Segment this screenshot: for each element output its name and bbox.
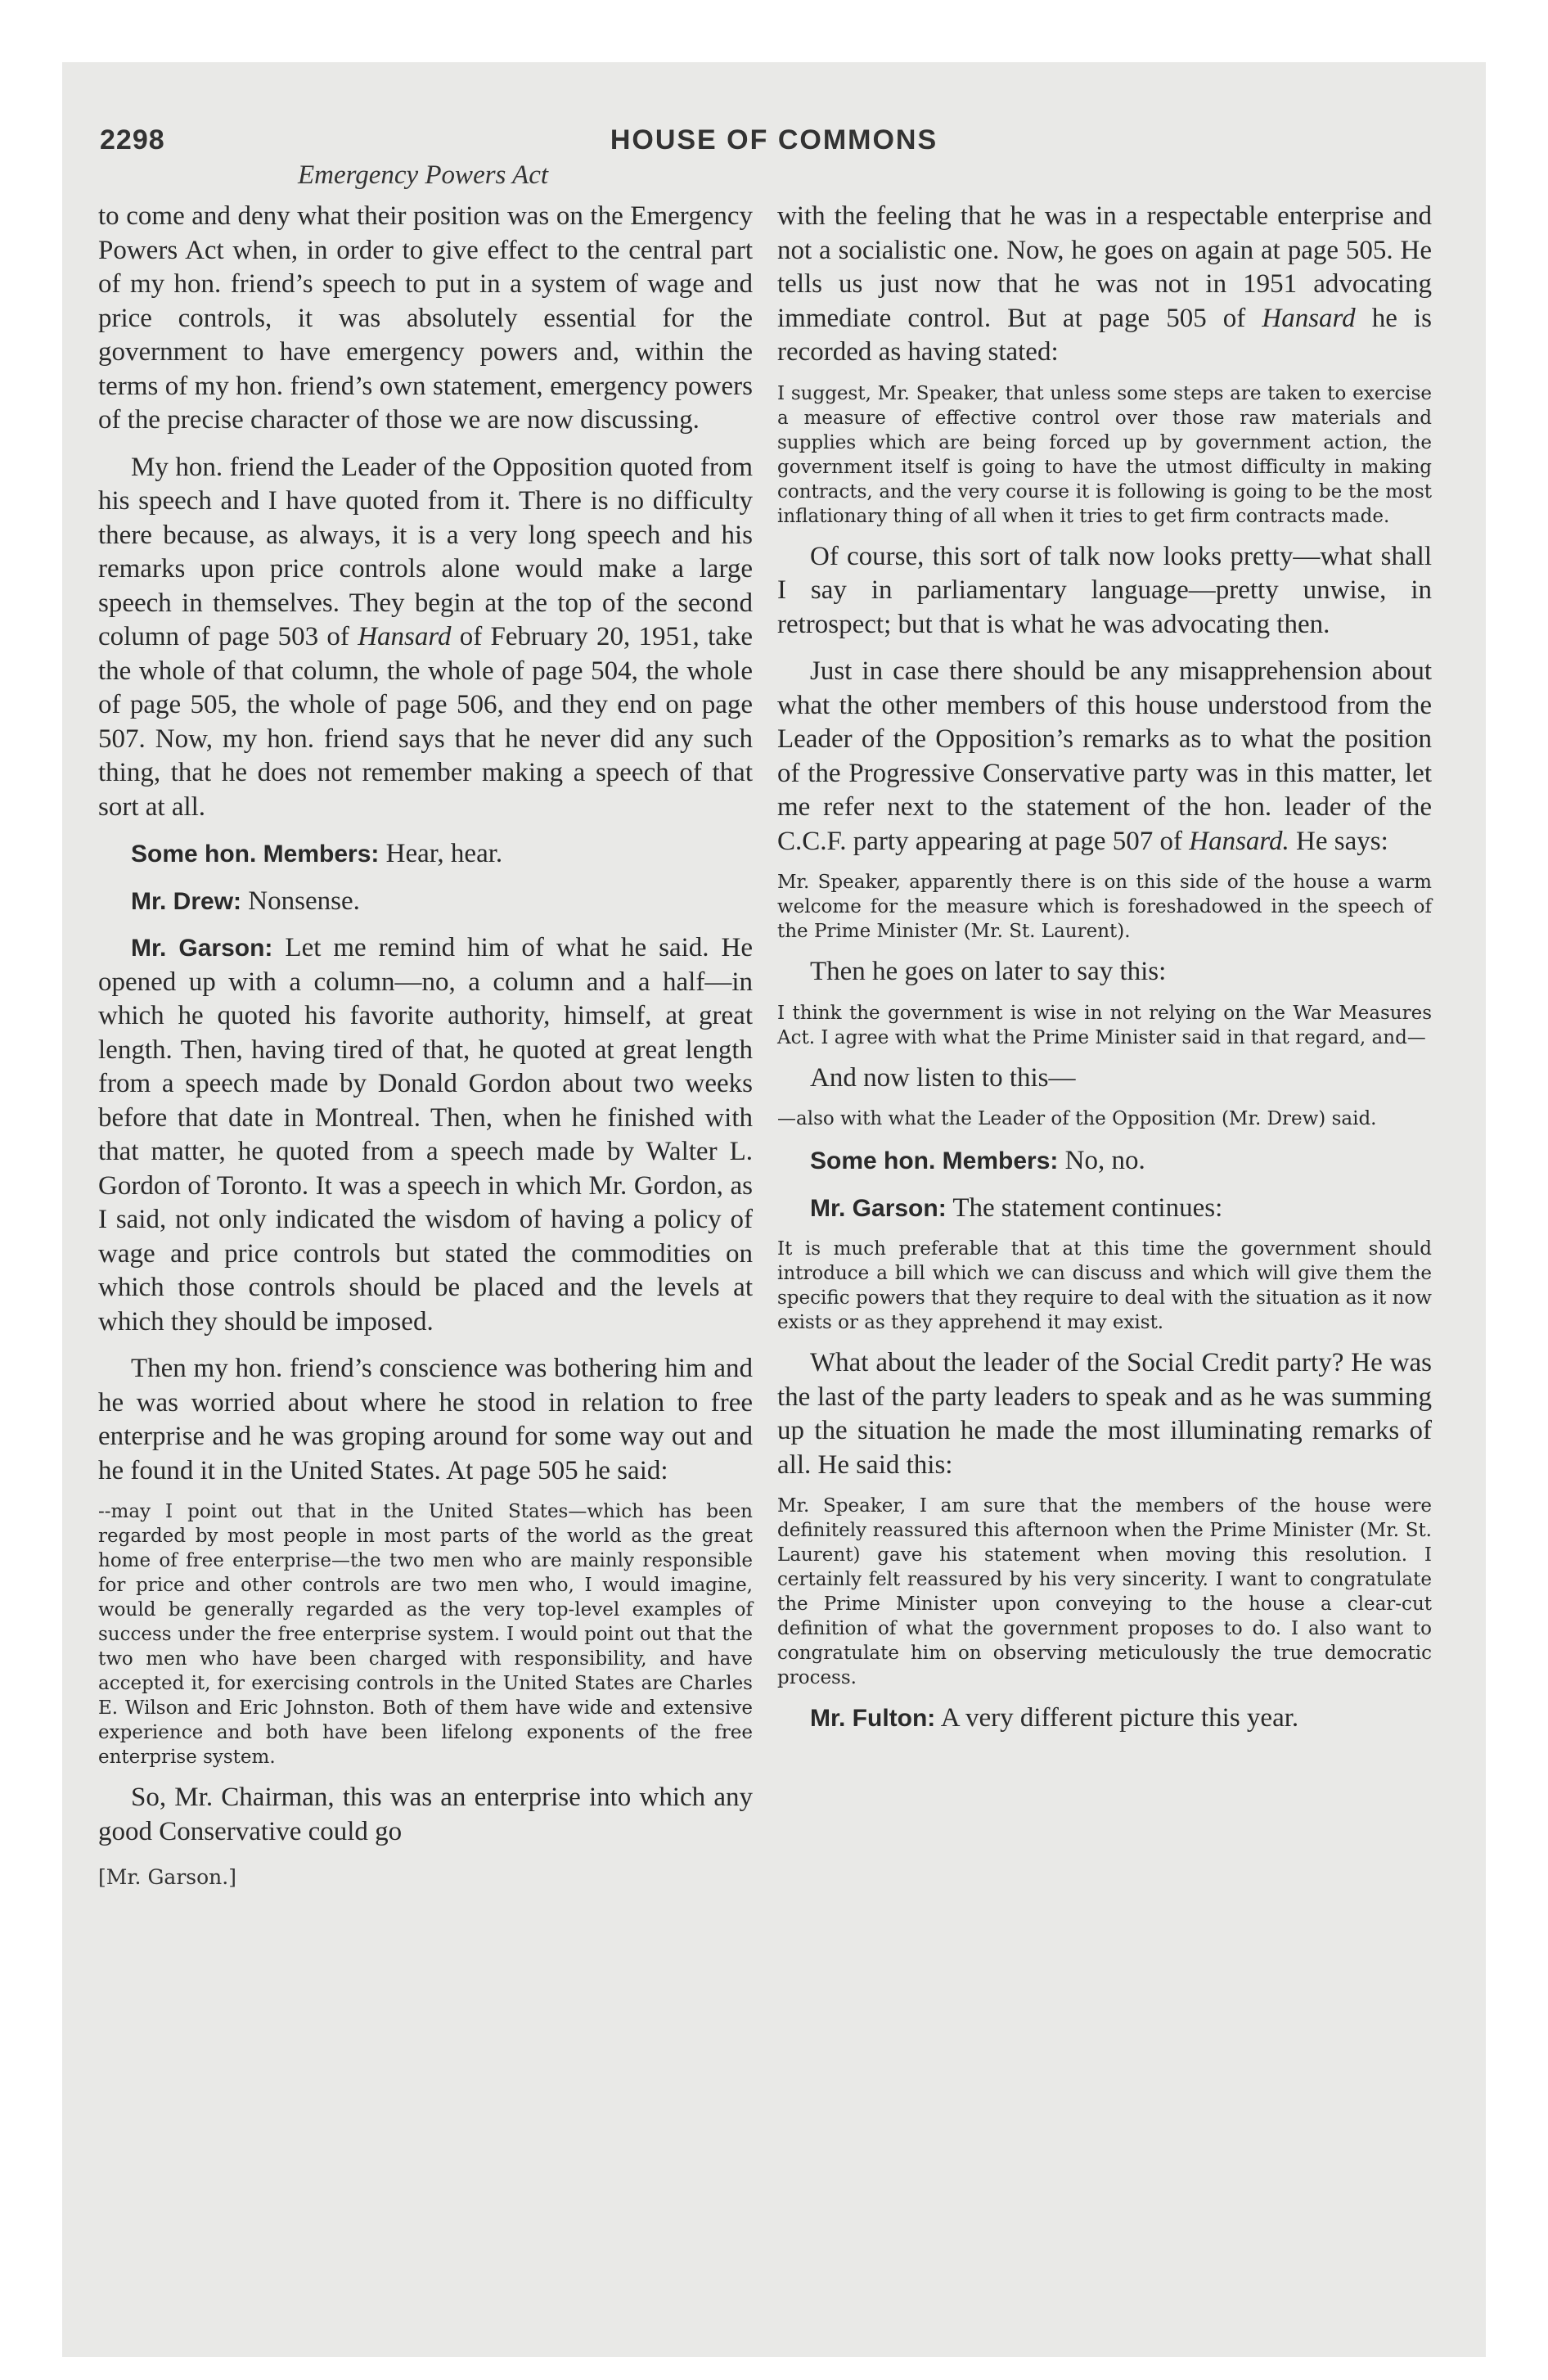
speaker-footer: [Mr. Garson.] xyxy=(98,1865,236,1889)
paragraph: with the feeling that he was in a respectable enterprise and not a socialistic one. Now, he goes on again at page 505. He tells us just now that he was not in 1951 advocating immediate control. But at page 505 of Hansard he is recorded as having stated: xyxy=(777,201,1432,367)
paragraph: Of course, this sort of talk now looks pretty—what shall I say in parliamentary language—pretty unwise, in retrospect; but that is what he was advocating then. xyxy=(777,541,1432,639)
speaker-line: Mr. Fulton: A very different picture this year. xyxy=(810,1703,1299,1733)
block-quote: I think the government is wise in not relying on the War Measures Act. I agree with what the Prime Minister said in that regard, and— xyxy=(777,1002,1432,1048)
paragraph: Just in case there should be any misapprehension about what the other members of this house understood from the Leader of the Opposition’s remarks as to what the position of the Progressive Conservative party was in this matter, let me refer next to the statement of the hon. leader of the C.C.F. party appearing at page 507 of Hansard. He says: xyxy=(777,656,1432,856)
paragraph: And now listen to this— xyxy=(810,1062,1076,1093)
paragraph: Then my hon. friend’s conscience was bothering him and he was worried about where he stood in relation to free enterprise and he was groping around for some way out and he found it in the United States. At page 505 he said: xyxy=(98,1354,753,1485)
speaker-name: Some hon. Members: xyxy=(810,1147,1059,1174)
paragraph: What about the leader of the Social Credit party? He was the last of the party leaders to speak and as he was summing up the situation he made the most illuminating remarks of all. He said this: xyxy=(777,1348,1432,1480)
paragraph: to come and deny what their position was on the Emergency Powers Act when, in order to give effect to the central part of my hon. friend’s speech to put in a system of wage and price controls, it was absolutely essential for the government to have emergency powers and, within the terms of my hon. friend’s own statement, emergency powers of the precise character of those we are now discussing. xyxy=(98,201,753,435)
speaker-line: Mr. Garson: Let me remind him of what he said. He opened up with a column—no, a column and a half—in which he quoted his favorite authority, himself, at great length. Then, having tired of that, he quoted at great length from a speech made by Donald Gordon about two weeks before that date in Montreal. Then, when he finished with that matter, he quoted from a speech made by Walter L. Gordon of Toronto. It was a speech in which Mr. Gordon, as I said, not only indicated the wisdom of having a policy of wage and price controls but stated the commodities on which those controls should be placed and the levels at which they should be imposed. xyxy=(98,933,753,1336)
speaker-name: Some hon. Members: xyxy=(131,841,380,868)
block-quote: I suggest, Mr. Speaker, that unless some steps are taken to exercise a measure of effective control over those raw materials and supplies which are being forced up by government action, the government itself is going to have the utmost difficulty in making contracts, and the very course it is following is going to be the most inflationary thing of all when it tries to get firm contracts made. xyxy=(777,382,1432,527)
speaker-name: Mr. Drew: xyxy=(131,887,242,915)
speaker-name: Mr. Garson: xyxy=(131,935,273,962)
speaker-line: Mr. Garson: The statement continues: xyxy=(810,1192,1223,1223)
speaker-line: Some hon. Members: Hear, hear. xyxy=(131,839,503,868)
page-number: 2298 xyxy=(100,124,165,156)
paragraph: Then he goes on later to say this: xyxy=(810,957,1167,986)
left-column xyxy=(98,200,753,2315)
block-quote: Mr. Speaker, apparently there is on this side of the house a warm welcome for the measure which is foreshadowed in the speech of the Prime Minister (Mr. St. Laurent). xyxy=(777,872,1432,942)
speaker-name: Mr. Garson: xyxy=(810,1194,947,1222)
page-header xyxy=(100,124,1448,165)
section-subtitle: Emergency Powers Act xyxy=(297,160,549,190)
block-quote: It is much preferable that at this time the government should introduce a bill which we can discuss and which will give them the specific powers that they require to deal with the situation as it now exists or as they apprehend it may exist. xyxy=(777,1238,1432,1333)
right-column xyxy=(777,200,1432,2315)
speaker-name: Mr. Fulton: xyxy=(810,1705,936,1732)
paragraph: My hon. friend the Leader of the Opposition quoted from his speech and I have quoted from it. There is no difficulty there because, as always, it is a very long speech and his remarks upon price controls alone would make a large speech in themselves. They begin at the top of the second column of page 503 of Hansard of February 20, 1951, take the whole of that column, the whole of page 504, the whole of page 505, the whole of page 506, and they end on page 507. Now, my hon. friend says that he never did any such thing, that he does not remember making a speech of that sort at all. xyxy=(98,452,753,822)
block-quote: —also with what the Leader of the Opposition (Mr. Drew) said. xyxy=(777,1108,1377,1129)
block-quote: --may I point out that in the United States—which has been regarded by most people in most parts of the world as the great home of free enterprise—the two men who are mainly responsible for price and other controls are two men who, I would imagine, would be generally regarded as the very top-level examples of success under the free enterprise system. I would point out that the two men who have been charged with responsibility, and have accepted it, for exercising controls in the United States are Charles E. Wilson and Eric Johnston. Both of them have wide and extensive experience and both have been lifelong exponents of the free enterprise system. xyxy=(98,1501,753,1768)
page-title: HOUSE OF COMMONS xyxy=(610,124,938,156)
block-quote: Mr. Speaker, I am sure that the members of the house were definitely reassured this afternoon when the Prime Minister (Mr. St. Laurent) gave his statement when moving this resolution. I certainly felt reassured by his very sincerity. I want to congratulate the Prime Minister upon conveying to the house a clear-cut definition of what the government proposes to do. I also want to congratulate him on observing meticulously the true democratic process. xyxy=(777,1495,1432,1688)
speaker-line: Mr. Drew: Nonsense. xyxy=(131,886,360,916)
paragraph: So, Mr. Chairman, this was an enterprise into which any good Conservative could go xyxy=(98,1783,753,1846)
speaker-line: Some hon. Members: No, no. xyxy=(810,1146,1145,1175)
